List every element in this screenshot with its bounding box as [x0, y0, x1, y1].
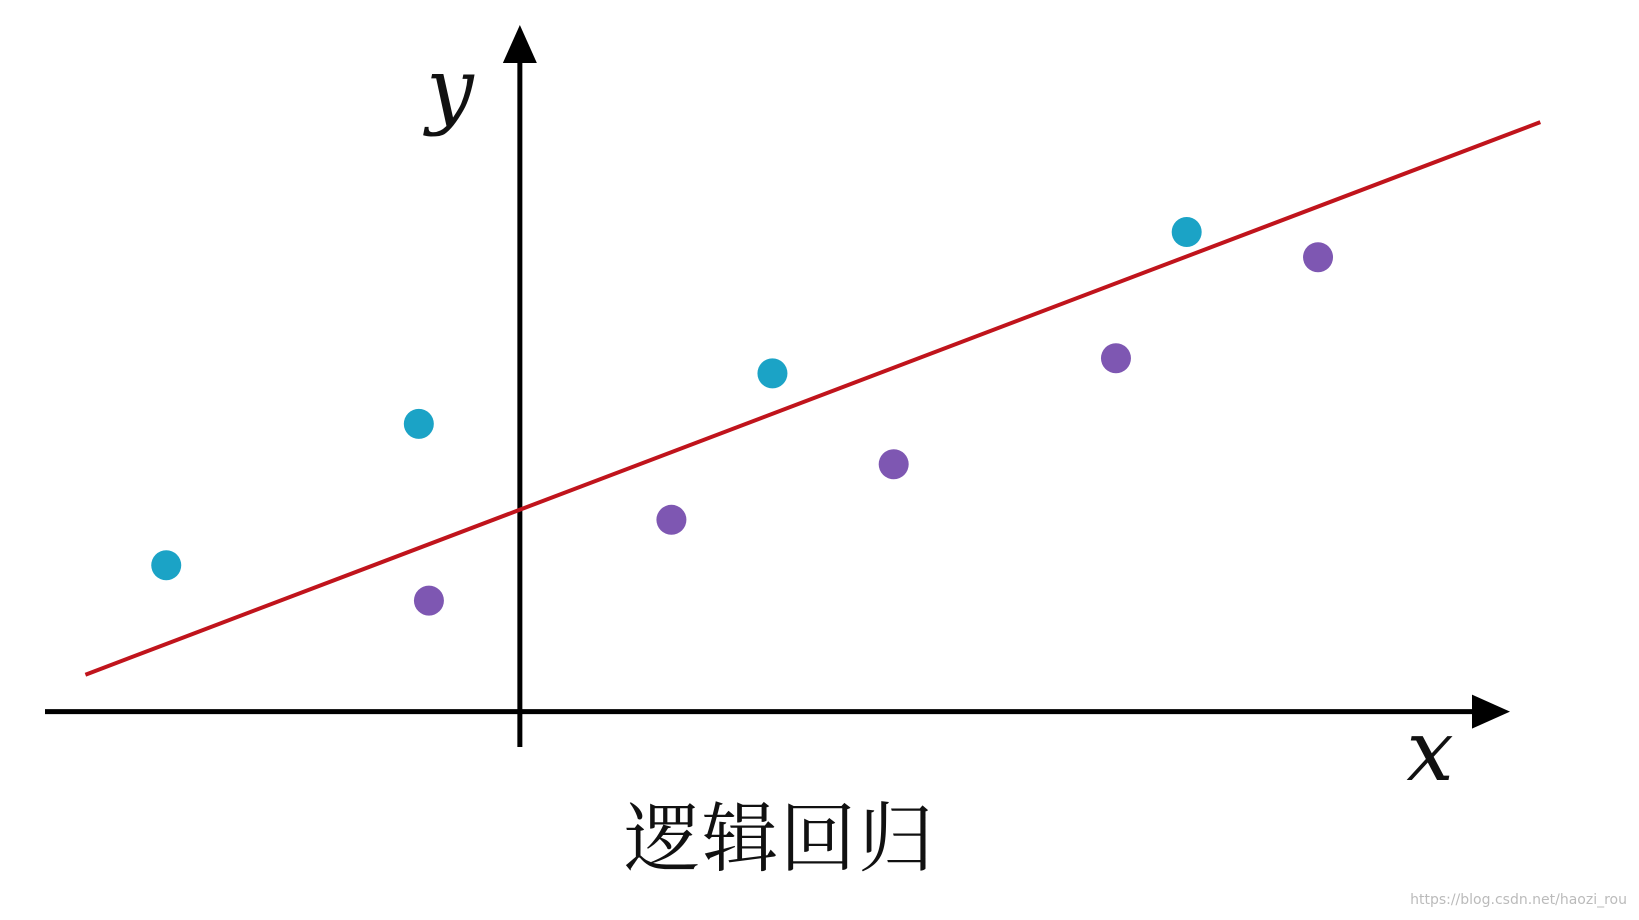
- chart-title: 逻辑回归: [624, 794, 936, 883]
- y-axis-arrow: [503, 25, 537, 63]
- watermark: https://blog.csdn.net/haozi_rou: [1410, 892, 1627, 908]
- data-point-class_b-4: [1101, 343, 1131, 373]
- x-axis-label: x: [1406, 702, 1454, 800]
- y-axis-label: y: [426, 40, 474, 138]
- data-point-class_a-2: [404, 409, 434, 439]
- fit-line-layer: [85, 122, 1540, 675]
- data-point-class_b-3: [879, 449, 909, 479]
- data-point-class_b-2: [656, 505, 686, 535]
- regression-line: [85, 122, 1540, 675]
- data-points: [151, 217, 1333, 616]
- data-point-class_b-5: [1303, 242, 1333, 272]
- data-point-class_a-4: [1172, 217, 1202, 247]
- data-point-class_b-1: [414, 586, 444, 616]
- x-axis-arrow: [1472, 695, 1510, 729]
- data-point-class_a-1: [151, 550, 181, 580]
- data-point-class_a-3: [757, 358, 787, 388]
